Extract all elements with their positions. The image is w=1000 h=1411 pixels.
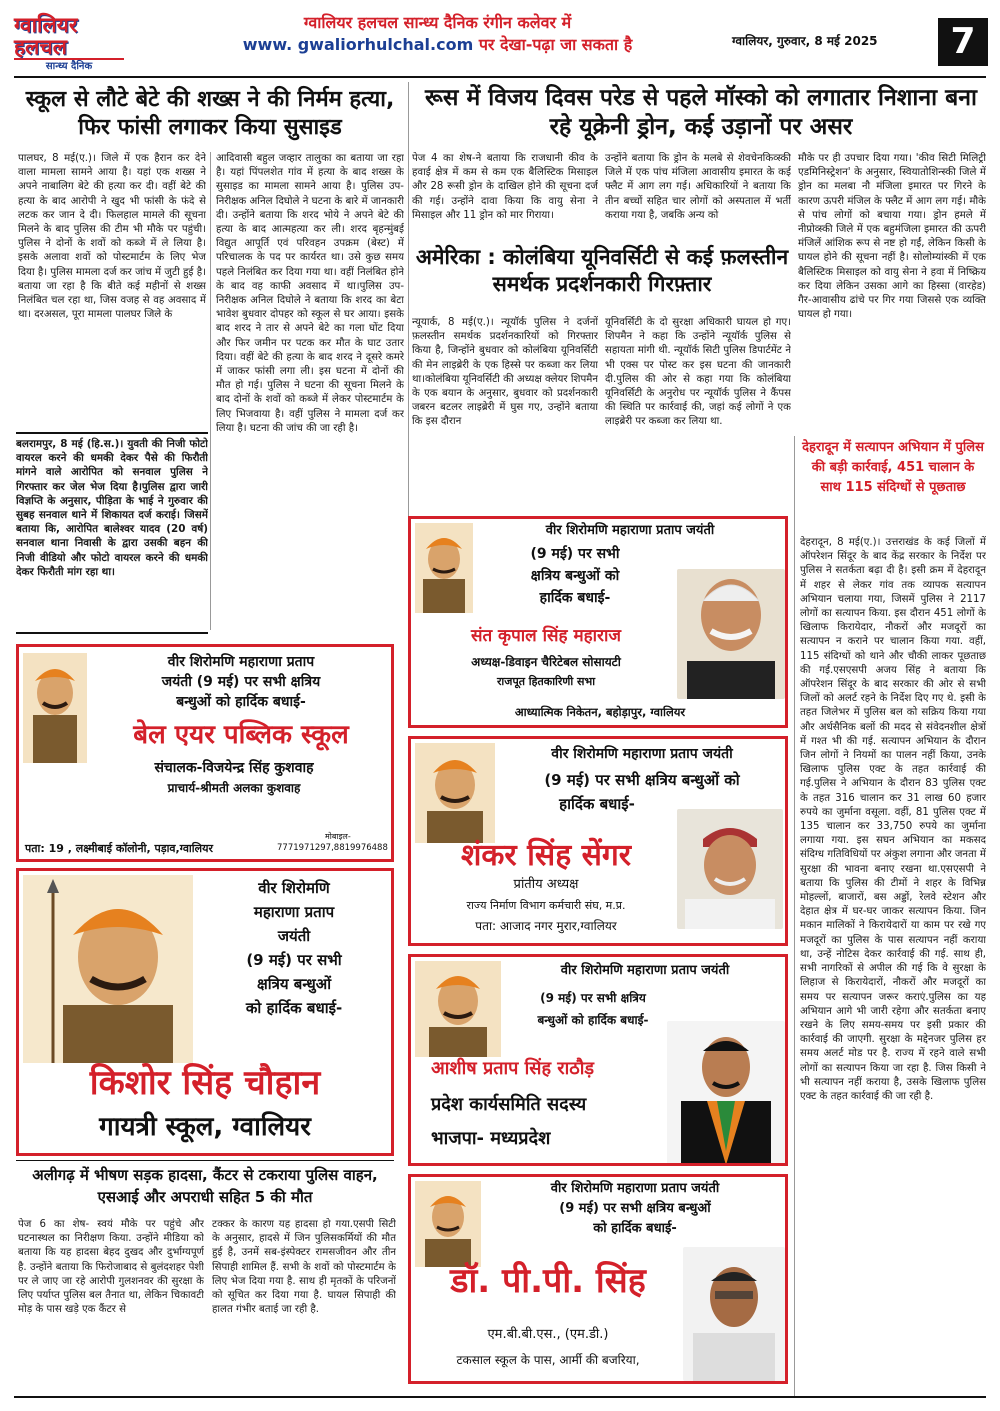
ad5-role1: प्रदेश कार्यसमिति सदस्य <box>431 1094 587 1115</box>
brief-text: बलरामपुर, 8 मई (हि.स.)। युवती की निजी फोटो वायरल करने की धमकी देकर पैसे की फिरौती मांगने वाले आरोपित को सनवाल पुलिस ने गिरफ्तार कर जेल भेज दिया है।पुलिस द्वारा जारी विज्ञप्ति के अनुसार, पीड़िता के भाई ने गुरुवार की सुबह सनवाल थाने में शिकायत दर्ज कराई। जिसमें बताया कि, आरोपित बालेश्वर यादव (20 वर्ष) सनवाल थाना निवासी के द्वारा उसकी बहन की निजी वीडियो और फोटो वायरल करने की धमकी देकर फिरौती मांग रहा था। <box>16 438 208 578</box>
ad1-name: बेल एयर पब्लिक स्कूल <box>133 720 349 750</box>
maharana-portrait-5 <box>415 961 501 1057</box>
maharana-portrait-6 <box>415 1181 481 1267</box>
promo-line-2-text: पर देखा-पढ़ा जा सकता है <box>473 35 633 54</box>
story1-col2: आदिवासी बहुल जव्हार तालुका का बताया जा रहा है। यहां पिंपलशेत गांव में हत्या के बाद शख्स के सुसाइड का मामला सामने आया है। पुलिस उप-निरीक्षक अनिल दिघोले ने घटना के बारे में जानकारी दी। उन्होंने बताया कि शरद भोये ने अपने बेटे की हत्या के बाद आत्महत्या कर ली। शरद बृहन्मुंबई विद्युत आपूर्ति एवं परिवहन उपक्रम (बेस्ट) में परिचालक के पद पर कार्यरत था। उसे कुछ समय पहले निलंबित कर दिया गया था। वहीं निलंबित होने के बाद वह काफी अवसाद में था।पुलिस उप-निरीक्षक अनिल दिघोले ने बताया कि शरद का बेटा भावेश बुधवार दोपहर को स्कूल से घर आया। इसके बाद शरद ने तार से अपने बेटे का गला घोंट दिया और फिर जमीन पर पटक कर मौत के घाट उतार दिया। वहीं बेटे की हत्या के बाद शरद ने दूसरे कमरे में जाकर फांसी लगा ली। इस घटना में दोनों की मौत हो गई। पुलिस ने घटना की सूचना मिलने के बाद दोनों के शवों को कब्जे में लेकर पोस्टमार्टम के लिए भिजवाया है। वहीं पुलिस ने मामला दर्ज कर लिया है। घटना की जांच की जा रही है। <box>216 153 404 434</box>
ad6-name: डॉ. पी.पी. सिंह <box>450 1261 646 1301</box>
promo-banner <box>160 12 715 56</box>
ad3-line5: क्षत्रिय बन्धुओं <box>256 975 332 993</box>
ashish-photo <box>667 1021 785 1165</box>
brief-box <box>16 432 208 634</box>
ad-kishor <box>16 868 394 1156</box>
bottom-rule <box>14 1396 986 1398</box>
ad1-mobile: 7771971297,8819976488 <box>277 843 388 853</box>
ad1-line1: वीर शिरोमणि महाराणा प्रताप <box>167 654 315 670</box>
story5-col1: पेज 6 का शेष- स्वयं मौके पर पहुंचे और घटनास्थल का निरीक्षण किया. उन्होंने मीडिया को बताया कि यह हादसा बेहद दुखद और दुर्भाग्यपूर्ण है. उन्होंने बताया कि फिरोजाबाद से बुलंदशहर पेशी पर ले जाए जा रहे आरोपी गुलशनवर की सुरक्षा के लिए पर्याप्त पुलिस बल तैनात था, लेकिन चिकावटी मोड़ के पास खड़े एक कैंटर से <box>18 1219 204 1316</box>
ad4-name: शंकर सिंह सेंगर <box>460 838 632 873</box>
story3-col2: यूनिवर्सिटी के दो सुरक्षा अधिकारी घायल हो गए।शिपमैन ने कहा कि उन्होंने न्यूयॉर्क पुलिस से सहायता मांगी थी. न्यूयॉर्क सिटी पुलिस डिपार्टमेंट ने भी एक्स पर पोस्ट कर इस घटना की जानकारी दी.पुलिस की ओर से कहा गया कि कोलंबिया यूनिवर्सिटी के अनुरोध पर न्यूयॉर्क पुलिस ने कैंपस की स्थिति पर कार्रवाई की, जहां कई लोगों ने एक लाइब्रेरी पर कब्जा कर लिया था. <box>605 317 791 428</box>
ad1-line2: जयंती (9 मई) पर सभी क्षत्रिय <box>161 674 321 690</box>
ad2-role2: राजपूत हितकारिणी सभा <box>496 675 596 688</box>
maharana-portrait-3 <box>23 875 193 1063</box>
ad5-role2: भाजपा- मध्यप्रदेश <box>431 1128 551 1149</box>
story5-col2: टक्कर के कारण यह हादसा हो गया.एसपी सिटी के अनुसार, हादसे में जिन पुलिसकर्मियों की मौत हुई है, उनमें सब-इंस्पेक्टर रामसजीवन और तीन सिपाही शामिल हैं. सभी के शवों को पोस्टमार्टम के लिए भेज दिया गया है. साथ ही मृतकों के परिजनों को सूचित कर दिया गया है. घायल सिपाही की हालत गंभीर बताई जा रही है. <box>212 1219 396 1316</box>
ad6-address: टकसाल स्कूल के पास, आर्मी की बजरिया, <box>456 1353 640 1367</box>
story2-col1: पेज 4 का शेष-ने बताया कि राजधानी कीव के हवाई क्षेत्र में कम से कम एक बैलिस्टिक मिसाइल और 28 रूसी ड्रोन के दाखिल होने की सूचना दर्ज की गई। उन्होंने दावा किया कि वायु सेना ने मिसाइल और 11 ड्रोन को मार गिराया। <box>412 153 598 221</box>
ad5-name: आशीष प्रताप सिंह राठौड़ <box>431 1058 595 1079</box>
maharana-portrait-1 <box>23 653 87 763</box>
ad2-line2: (9 मई) पर सभी <box>530 546 620 562</box>
ad3-line6: को हार्दिक बधाई- <box>245 999 343 1017</box>
story5-top-rule <box>16 1160 394 1161</box>
ad2-name: संत कृपाल सिंह महाराज <box>470 626 622 646</box>
ad4-line2: (9 मई) पर सभी क्षत्रिय बन्धुओं को <box>544 771 740 789</box>
ad2-line3: क्षत्रिय बन्धुओं को <box>530 568 620 584</box>
ad-pp-singh <box>408 1174 788 1384</box>
ad-shankar <box>408 736 788 946</box>
promo-line-2 <box>160 34 715 56</box>
pp-singh-photo <box>683 1247 785 1381</box>
story4-body: देहरादून, 8 मई(ए.)। उत्तराखंड के कई जिलों में ऑपरेशन सिंदूर के बाद केंद्र सरकार के निर्देश पर पुलिस ने सतर्कता बढ़ा दी है। इसी क्रम में देहरादून में शहर से लेकर गांव तक व्यापक सत्यापन अभियान चलाया गया, जिसमें पुलिस ने 2117 लोगों का सत्यापन किया. इस दौरान 451 लोगों के खिलाफ किरायेदार, नौकरों और मजदूरों का सत्यापन न कराने पर चालान किया गया. वहीं, 115 संदिग्धों को थाने और चौकी लाकर पूछताछ की गई.एसएसपी अजय सिंह ने बताया कि ऑपरेशन सिंदूर के बाद सरकार की ओर से सभी जिलों को अलर्ट रहने के निर्देश दिए गए थे. इसी के तहत जिलेभर में पुलिस बल को सक्रिय किया गया और अर्धसैनिक बलों की मदद से संवेदनशील क्षेत्रों में गश्त भी की गई. सत्यापन अभियान के दौरान जिन लोगों ने नियमों का पालन नहीं किया, उनके खिलाफ पुलिस एक्ट के तहत कार्रवाई की गई.पुलिस ने अभियान के दौरान 83 पुलिस एक्ट के तहत 316 चालान कर 31 लाख 60 हजार रुपये का जुर्माना वसूला. वहीं, 81 पुलिस एक्ट में 135 चालान कर 33,750 रुपये का जुर्माना लगाया गया. इस सघन अभियान का मकसद संदिग्ध गतिविधियों पर अंकुश लगाना और जनता में सुरक्षा की भावना बनाए रखना था.एसएसपी ने बताया कि पुलिस की टीमों ने शहर के विभिन्न मोहल्लों, बाजारों, बस अड्डों, रेलवे स्टेशन और देहात क्षेत्र में घर-घर जाकर सत्यापन किया. जिन मकान मालिकों ने किरायेदारों या काम पर रखे गए मजदूरों का पुलिस के पास सत्यापन नहीं कराया था, उन्हें नोटिस देकर कार्रवाई की गई. साथ ही, सभी नागरिकों से अपील की गई कि वे सुरक्षा के लिहाज से किरायेदारों, नौकरों और मजदूरों का समय पर सत्यापन जरूर कराएं.पुलिस का यह अभियान आगे भी जारी रहेगा और सतर्कता बनाए रखने के लिए समय-समय पर इसी प्रकार की कार्रवाई की जाएगी. सुरक्षा के मद्देनजर पुलिस हर समय अलर्ट मोड पर है. राज्य में रहने वाले सभी लोगों का सत्यापन किया जा रहा है. जिस किसी ने भी सत्यापन नहीं कराया है, उसके खिलाफ पुलिस एक्ट के तहत कार्रवाई की जा रही है. <box>800 537 986 1102</box>
ad3-line1: वीर शिरोमणि <box>258 879 330 897</box>
promo-line-1: ग्वालियर हलचल सान्ध्य दैनिक रंगीन कलेवर में <box>303 13 572 32</box>
masthead-rule <box>14 76 986 78</box>
story1-divider <box>210 152 211 630</box>
ad6-role1: एम.बी.बी.एस., (एम.डी.) <box>487 1327 609 1342</box>
ad1-role1: संचालक-विजयेन्द्र सिंह कुशवाह <box>154 760 314 776</box>
ad2-role1: अध्यक्ष-डिवाइन चैरिटेबल सोसायटी <box>471 655 621 669</box>
right-col-divider <box>794 436 795 1396</box>
story4-headline: देहरादून में सत्यापन अभियान में पुलिस की बड़ी कार्रवाई, 451 चालान के साथ 115 संदिग्धों से पूछताछ <box>802 440 984 495</box>
dateline: ग्वालियर, गुरुवार, 8 मई 2025 <box>732 34 878 48</box>
ad3-sub: गायत्री स्कूल, ग्वालियर <box>99 1112 311 1142</box>
story3-headline: अमेरिका : कोलंबिया यूनिवर्सिटी से कई फ़लस्तीन समर्थक प्रदर्शनकारी गिरफ़्तार <box>415 245 789 296</box>
ad1-role2: प्राचार्य-श्रीमती अलका कुशवाह <box>167 781 301 795</box>
logo <box>14 14 154 78</box>
ad2-address: आध्यात्मिक निकेतन, बहोड़ापुर, ग्वालियर <box>514 705 686 719</box>
ad4-address: पता: आजाद नगर मुरार,ग्वालियर <box>475 919 617 933</box>
ad2-line1: वीर शिरोमणि महाराणा प्रताप जयंती <box>545 523 715 538</box>
logo-sub: सान्ध्य दैनिक <box>14 58 124 73</box>
ad5-line1: वीर शिरोमणि महाराणा प्रताप जयंती <box>560 963 730 978</box>
ad4-role1: प्रांतीय अध्यक्ष <box>513 877 579 892</box>
story2-headline: रूस में विजय दिवस परेड से पहले मॉस्को को लगातार निशाना बना रहे यूक्रेनी ड्रोन, कई उड़ानों पर असर <box>425 85 977 141</box>
ad3-line2: महाराणा प्रताप <box>253 903 335 921</box>
ad-sant-kripal <box>408 516 788 728</box>
ad-ashish <box>408 954 788 1166</box>
story1-headline: स्कूल से लौटे बेटे की शख्स ने की निर्मम हत्या, फिर फांसी लगाकर किया सुसाइड <box>25 87 395 141</box>
ad5-line3: बन्धुओं को हार्दिक बधाई- <box>537 1013 649 1027</box>
shankar-photo <box>677 809 783 929</box>
promo-url[interactable]: www. gwaliorhulchal.com <box>242 35 474 54</box>
page-number: 7 <box>938 18 988 66</box>
story1-col1: पालघर, 8 मई(ए.)। जिले में एक हैरान कर देने वाला मामला सामने आया है। यहां एक शख्स ने अपने नाबालिग बेटे की हत्या कर दी। वहीं बेटे की हत्या के बाद आरोपी ने खुद भी फांसी के फंदे से लटक कर जान दे दी। फिलहाल मामले की सूचना मिलने के बाद पुलिस की टीम भी मौके पर पहुंची। पुलिस ने दोनों के शवों को कब्जे में ले लिया है। इसके अलावा शवों को पोस्टमार्टम के लिए भेज दिया है। पुलिस मामला दर्ज कर जांच में जुटी हुई है। बताया जा रहा है कि बीते कई महीनों से शख्स निलंबित चल रहा था, जिस वजह से वह अवसाद में था। दरअसल, पूरा मामला पालघर जिले के <box>18 153 206 321</box>
ad4-line3: हार्दिक बधाई- <box>559 795 635 813</box>
masthead <box>0 0 1000 80</box>
logo-line-1: ग्वालियर <box>14 12 78 37</box>
ad4-line1: वीर शिरोमणि महाराणा प्रताप जयंती <box>551 746 733 762</box>
story3-col1: न्यूयार्क, 8 मई(ए.)। न्यूयॉर्क पुलिस ने दर्जनों फ़लस्तीन समर्थक प्रदर्शनकारियों को गिरफ्तार किया है, जिन्होंने बुधवार को कोलंबिया यूनिवर्सिटी की मेन लाइब्रेरी के एक हिस्से पर कब्जा कर लिया था।कोलंबिया यूनिवर्सिटी की अध्यक्ष क्लेयर शिपमैन के एक बयान के अनुसार, बुधवार को प्रदर्शनकारी जबरन बटलर लाइब्रेरी में घुस गए, उन्होंने बताया कि इस दौरान <box>412 317 598 428</box>
story5-headline: अलीगढ़ में भीषण सड़क हादसा, कैंटर से टकराया पुलिस वाहन, एसआई और अपराधी सहित 5 की मौत <box>32 1166 378 1206</box>
story2-col2: उन्होंने बताया कि ड्रोन के मलबे से शेवचेनकिव्स्की जिले में एक पांच मंजिला आवासीय इमारत के कई फ्लैट में आग लग गई। अधिकारियों ने बताया कि तीन बच्चों सहित चार लोगों को अस्पताल में भर्ती कराया गया है, जबकि अन्य को <box>605 153 791 221</box>
logo-line-2: हलचल <box>14 34 67 59</box>
maharana-portrait-4 <box>415 743 495 843</box>
ad1-mobile-label: मोबाइल- <box>325 832 351 841</box>
ad1-address: पता: 19 , लक्ष्मीबाई कॉलोनी, पड़ाव,ग्वालियर <box>25 842 213 855</box>
sant-kripal-photo <box>677 569 785 699</box>
ad3-line3: जयंती <box>277 927 311 945</box>
ad4-role2: राज्य निर्माण विभाग कर्मचारी संघ, म.प्र. <box>466 899 626 912</box>
ad3-name: किशोर सिंह चौहान <box>89 1063 321 1103</box>
ad3-line4: (9 मई) पर सभी <box>246 951 342 969</box>
ad6-line2: (9 मई) पर सभी क्षत्रिय बन्धुओं <box>559 1201 711 1216</box>
ad2-line4: हार्दिक बधाई- <box>539 590 611 606</box>
ad5-line2: (9 मई) पर सभी क्षत्रिय <box>540 991 646 1005</box>
ad6-line1: वीर शिरोमणि महाराणा प्रताप जयंती <box>550 1181 720 1196</box>
maharana-portrait-2 <box>415 523 473 613</box>
ad6-line3: को हार्दिक बधाई- <box>593 1221 677 1236</box>
ad1-line3: बन्धुओं को हार्दिक बधाई- <box>176 694 306 710</box>
ad-bel-air <box>16 644 394 862</box>
story2-col3: मौके पर ही उपचार दिया गया। 'कीव सिटी मिलिट्री एडमिनिस्ट्रेशन' के अनुसार, स्वियातोशिन्स्की जिले में ड्रोन का मलबा नौ मंजिला इमारत पर गिरने के कारण ऊपरी मंजिल के फ्लैट में आग लग गई। मौके से पांच लोगों को बचाया गया। ड्रोन हमले में नीप्रोव्स्की जिले में एक बहुमंजिला इमारत की ऊपरी मंजिलें आंशिक रूप से नष्ट हो गईं, लेकिन किसी के घायल होने की सूचना नहीं है। सोलोम्यांस्की में एक बैलिस्टिक मिसाइल को वायु सेना ने हवा में निष्क्रिय कर दिया लेकिन उसका आगे का हिस्सा (वारहेड) गैर-आवासीय ढांचे पर गिर गया जिससे एक व्यक्ति घायल हो गया। <box>798 153 986 321</box>
